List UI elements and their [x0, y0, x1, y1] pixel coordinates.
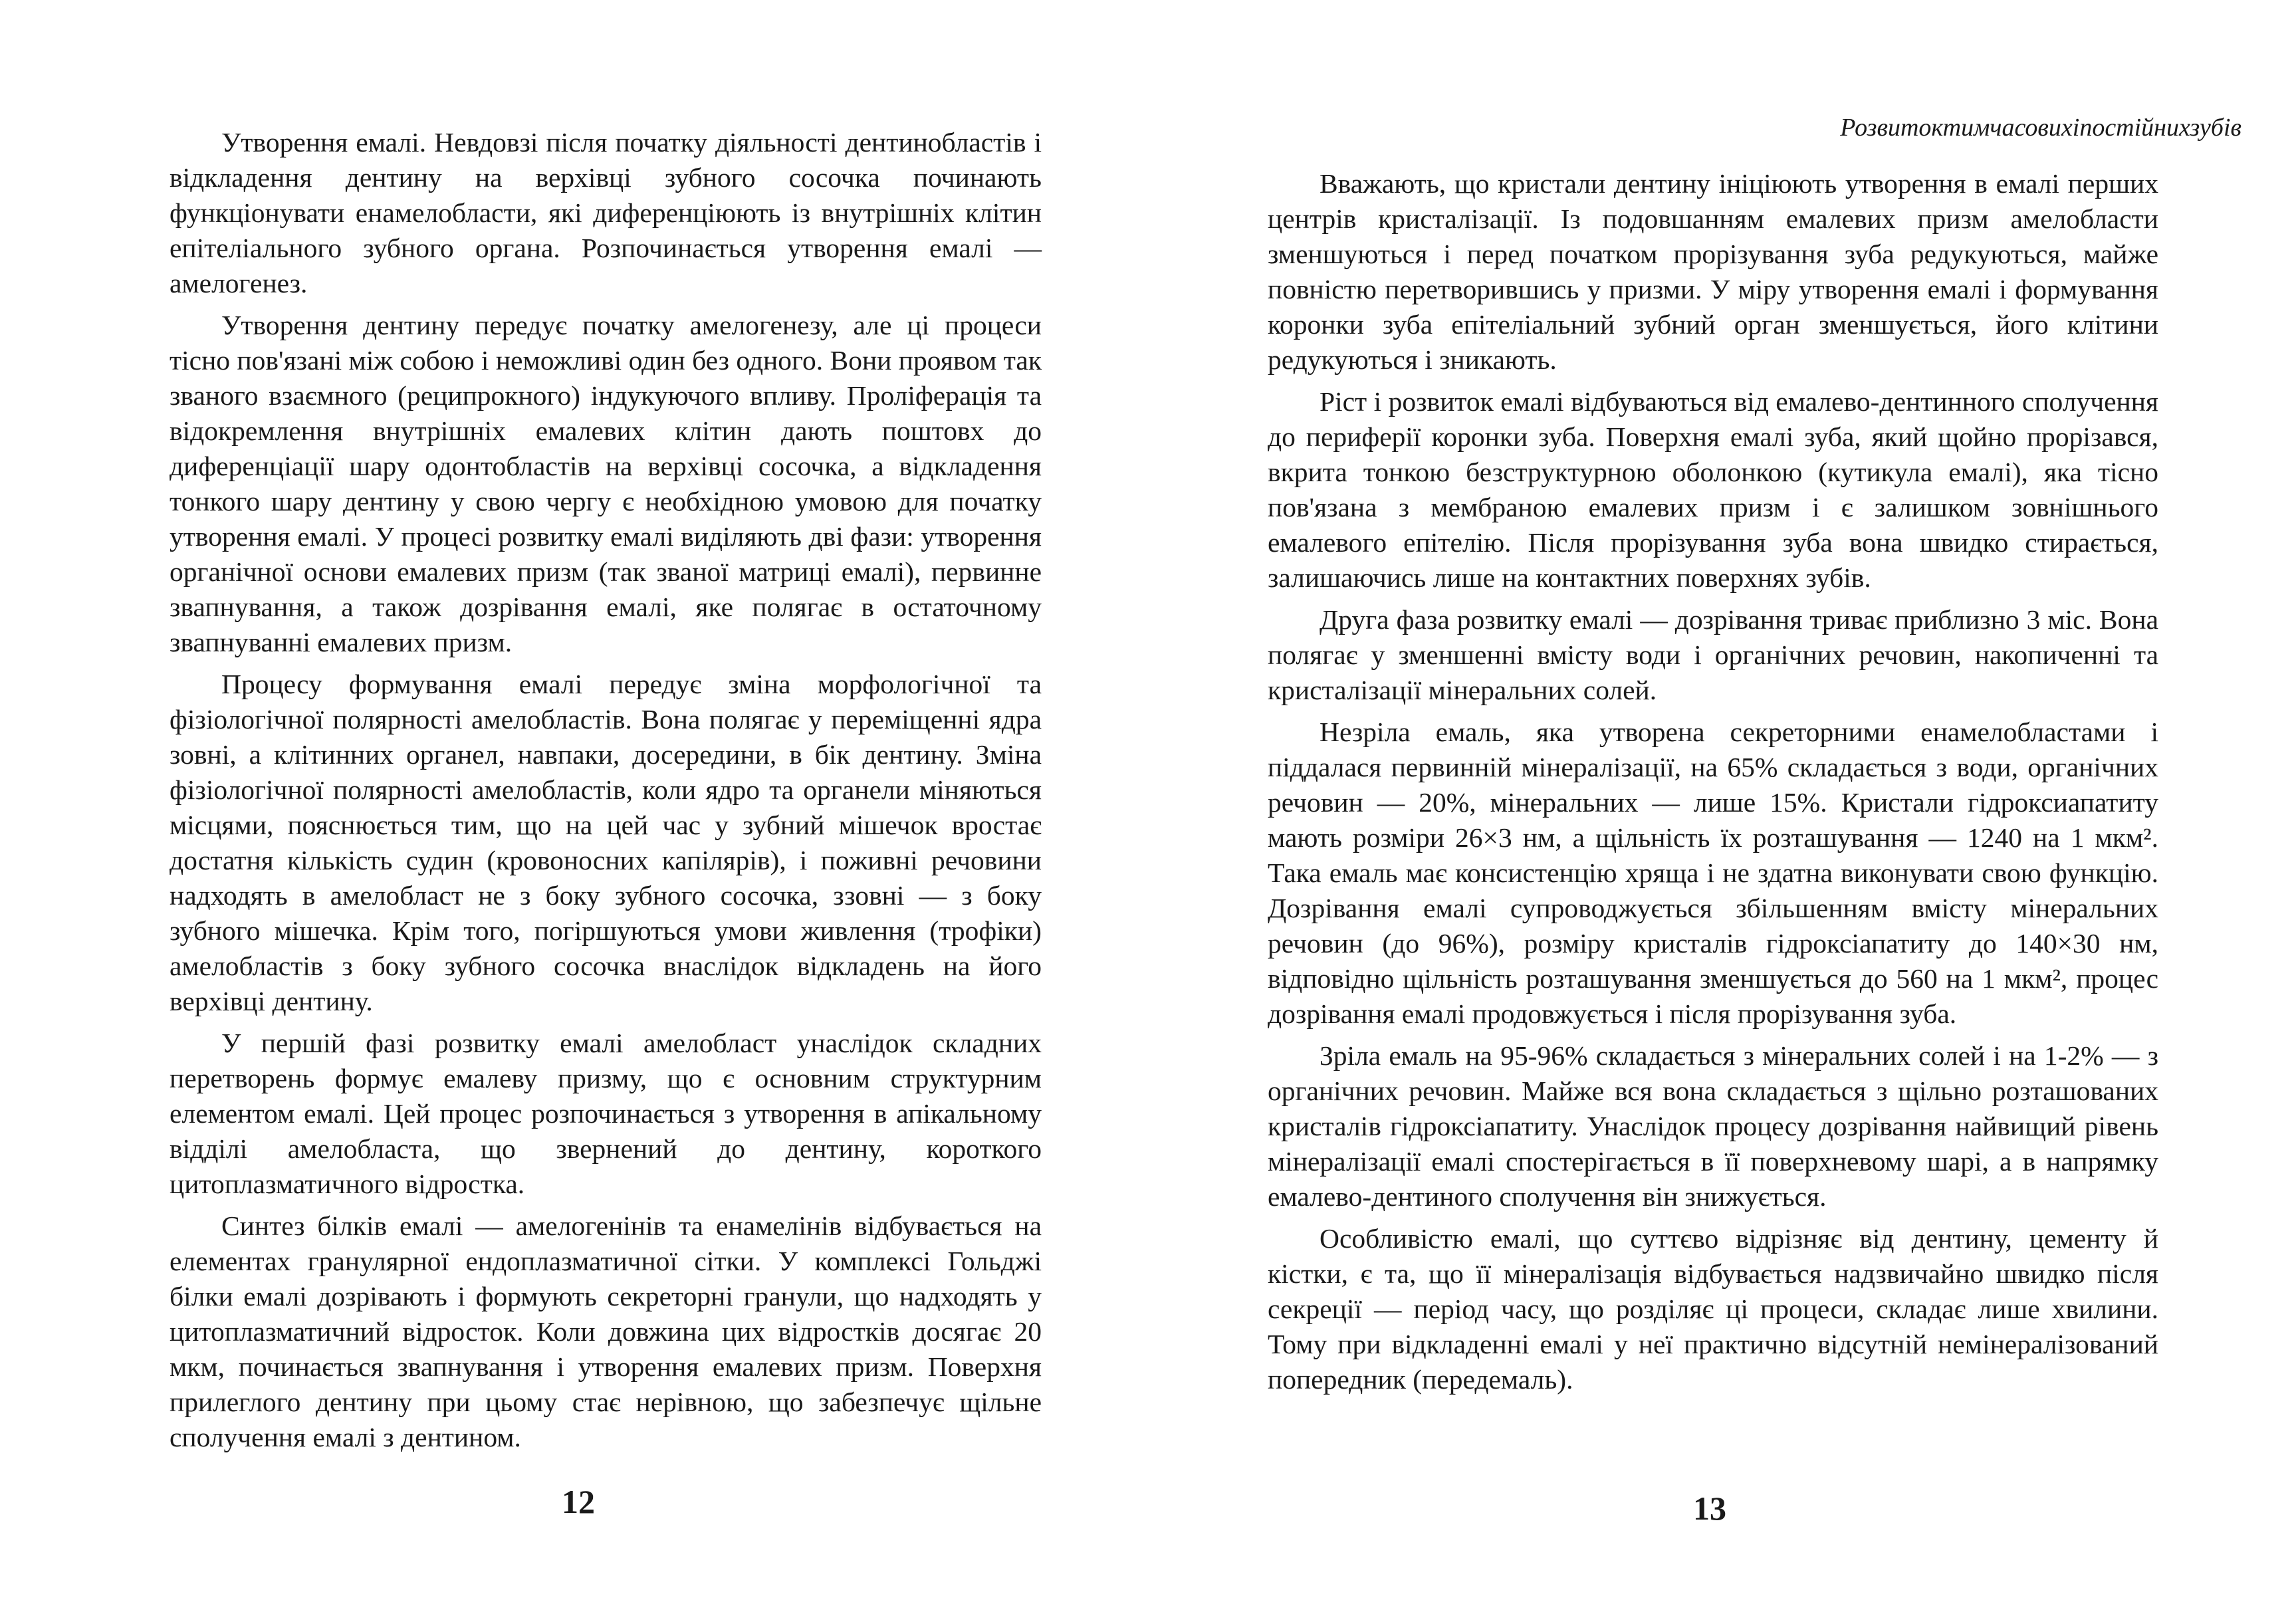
left-paragraph-1: Утворення емалі. Невдовзі після початку діяльності дентинобластів і відкладення дентину на верхівці зубного сосочка починають функціонувати енамелобласти, які диференціюють із внутрішніх клітин епітеліального зубного органа. Розпочинається утворення емалі — амелогенез.	[170, 127, 1042, 298]
right-page-number: 13	[1693, 1490, 1726, 1527]
running-head: Розвитоктимчасовихіпостійнихзубів	[1840, 114, 2241, 142]
right-paragraph-3: Друга фаза розвитку емалі — дозрівання триває приблизно 3 міс. Вона полягає у зменшенні вмісту води і органічних речовин, накопиченні та кристалізації мінеральних солей.	[1268, 604, 2158, 705]
left-paragraph-2: Утворення дентину передує початку амелогенезу, але ці процеси тісно пов'язані між собою і неможливі один без одного. Вони проявом так званого взаємного (реципрокного) індукуючого впливу. Проліферація та відокремлення внутрішніх емалевих клітин дають поштовх до диференціації шару одонтобластів на верхівці сосочка, а відкладення тонкого шару дентину у свою чергу є необхідною умовою для початку утворення емалі. У процесі розвитку емалі виділяють дві фази: утворення органічної основи емалевих призм (так званої матриці емалі), первинне звапнування, а також дозрівання емалі, яке полягає в остаточному звапнуванні емалевих призм.	[170, 310, 1042, 657]
left-paragraph-3: Процесу формування емалі передує зміна морфологічної та фізіологічної полярності амелобластів. Вона полягає у переміщенні ядра зовні, а клітинних органел, навпаки, досередини, в бік дентину. Зміна фізіологічної полярності амелобластів, коли ядро та органели міняються місцями, пояснюється тим, що на цей час у зубний мішечок вростає достатня кількість судин (кровоносних капілярів), і поживні речовини надходять в амелобласт не з боку зубного сосочка, ззовні — з боку зубного мішечка. Крім того, погіршуються умови живлення (трофіки) амелобластів з боку зубного сосочка внаслідок відкладень на його верхівці дентину.	[170, 669, 1042, 1016]
right-paragraph-1: Вважають, що кристали дентину ініціюють утворення в емалі перших центрів кристалізації. Із подовшанням емалевих призм амелобласти зменшуються і перед початком прорізування зуба редукуються, майже повністю перетворившись у призми. У міру утворення емалі і формування коронки зуба епітеліальний зубний орган зменшується, його клітини редукуються і зникають.	[1268, 168, 2158, 375]
right-paragraph-2: Ріст і розвиток емалі відбуваються від емалево-дентинного сполучення до периферії коронки зуба. Поверхня емалі зуба, який щойно прорізався, вкрита тонкою безструктурною оболонкою (кутикула емалі), яка тісно пов'язана з мембраною емалевих призм і є залишком зовнішнього емалевого епітелію. Після прорізування зуба вона швидко стирається, залишаючись лише на контактних поверхнях зубів.	[1268, 386, 2158, 593]
left-page-number: 12	[562, 1483, 595, 1520]
left-page-body	[170, 125, 1042, 1462]
left-paragraph-4: У першій фазі розвитку емалі амелобласт унаслідок складних перетворень формує емалеву призму, що є основним структурним елементом емалі. Цей процес розпочинається з утворення в апікальному відділі амелобласта, що звернений до дентину, короткого цитоплазматичного відростка.	[170, 1028, 1042, 1199]
right-paragraph-4: Незріла емаль, яка утворена секреторними енамелобластами і піддалася первинній мінералізації, на 65% складається з води, органічних речовин — 20%, мінеральних — лише 15%. Кристали гідроксиапатиту мають розміри 26×3 нм, а щільність їх розташування — 1240 на 1 мкм². Така емаль має консистенцію хряща і не здатна виконувати свою функцію. Дозрівання емалі супроводжується збільшенням вмісту мінеральних речовин (до 96%), розміру кристалів гідроксіапатиту до 140×30 нм, відповідно щільність розташування зменшується до 560 на 1 мкм², процес дозрівання емалі продовжується і після прорізування зуба.	[1268, 717, 2158, 1029]
right-page-body	[1268, 166, 2158, 1404]
left-paragraph-5: Синтез білків емалі — амелогенінів та енамелінів відбувається на елементах гранулярної ендоплазматичної сітки. У комплексі Гольджі білки емалі дозрівають і формують секреторні гранули, що надходять у цитоплазматичний відросток. Коли довжина цих відростків досягає 20 мкм, починається звапнування і утворення емалевих призм. Поверхня прилеглого дентину при цьому стає нерівною, що забезпечує щільне сполучення емалі з дентином.	[170, 1210, 1042, 1452]
right-paragraph-5: Зріла емаль на 95-96% складається з мінеральних солей і на 1-2% — з органічних речовин. Майже вся вона складається з щільно розташованих кристалів гідроксіапатиту. Унаслідок процесу дозрівання найвищий рівень мінералізації емалі спостерігається в її поверхневому шарі, а в напрямку емалево-дентиного сполучення він знижується.	[1268, 1040, 2158, 1212]
right-page	[1148, 0, 2296, 1598]
right-paragraph-6: Особливістю емалі, що суттєво відрізняє від дентину, цементу й кістки, є та, що її мінералізація відбувається надзвичайно швидко після секреції — період часу, що розділяє ці процеси, складає лише хвилини. Тому при відкладенні емалі у неї практично відсутній немінералізований попередник (передемаль).	[1268, 1223, 2158, 1395]
